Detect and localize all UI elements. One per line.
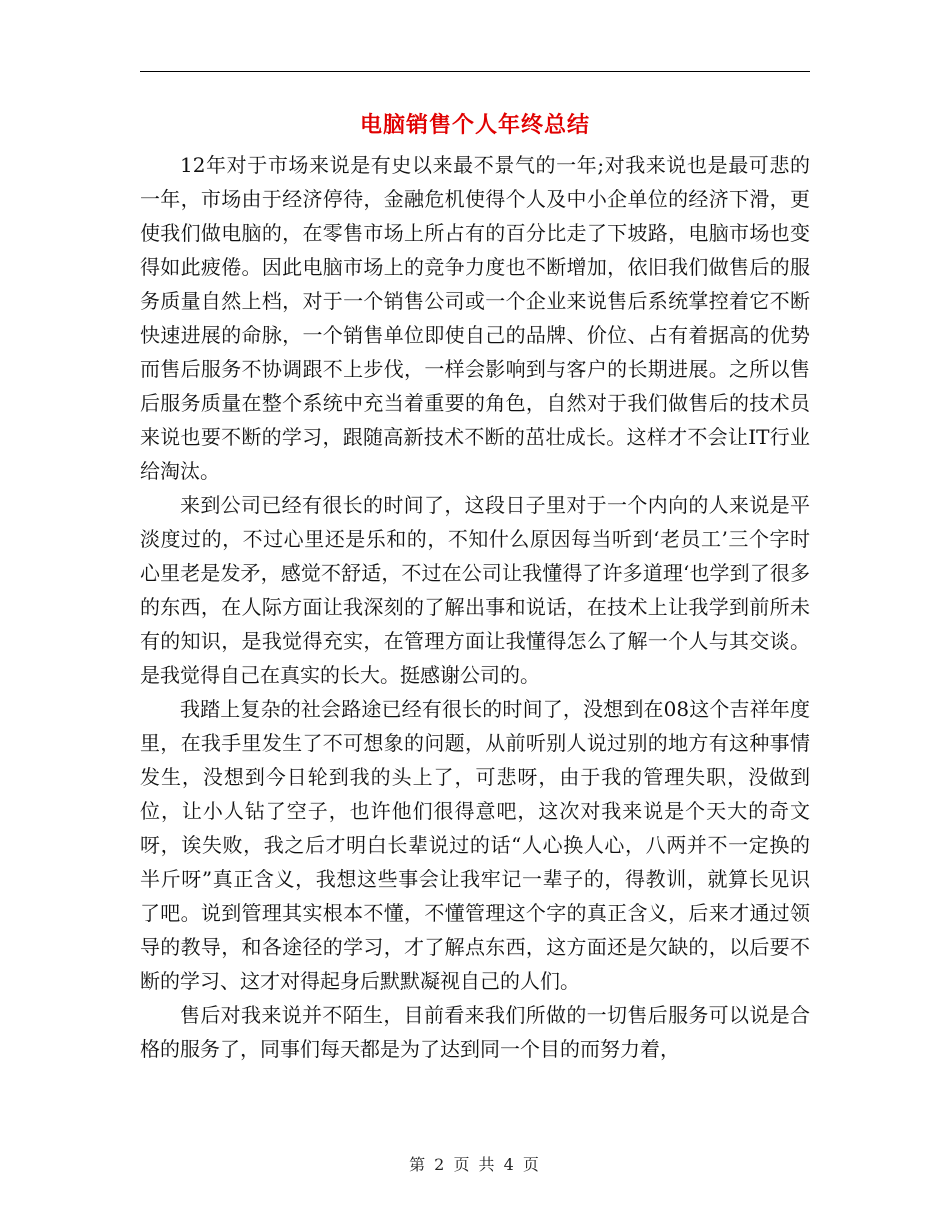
page-number-footer: 第 2 页 共 4 页 [409, 1155, 541, 1174]
paragraph-3: 我踏上复杂的社会路途已经有很长的时间了，没想到在08这个吉祥年度里，在我手里发生了不可想象的问题，从前听别人说过别的地方有这种事情发生，没想到今日轮到我的头上了，可悲呀，由于我的管理失职，没做到位，让小人钻了空子，也许他们很得意吧，这次对我来说是个天大的奇文呀，诶失败，我之后才明白长辈说过的话“人心换人心，八两并不一定换的半斤呀”真正含义，我想这些事会让我牢记一辈子的，得教训，就算长见识了吧。说到管理其实根本不懂，不懂管理这个字的真正含义，后来才通过领导的教导，和各途径的学习，才了解点东西，这方面还是欠缺的，以后要不断的学习、这才对得起身后默默凝视自己的人们。 [140, 697, 810, 993]
paragraph-2: 来到公司已经有很长的时间了，这段日子里对于一个内向的人来说是平淡度过的，不过心里还是乐和的，不知什么原因每当听到‘老员工’三个字时心里老是发矛，感觉不舒适，不过在公司让我懂得了许多道理‘也学到了很多的东西，在人际方面让我深刻的了解出事和说话，在技术上让我学到前所未有的知识，是我觉得充实，在管理方面让我懂得怎么了解一个人与其交谈。是我觉得自己在真实的长大。挺感谢公司的。 [140, 493, 810, 687]
document-title: 电脑销售个人年终总结 [359, 112, 590, 138]
paragraph-4: 售后对我来说并不陌生，目前看来我们所做的一切售后服务可以说是合格的服务了，同事们每天都是为了达到同一个目的而努力着， [140, 1003, 810, 1061]
document-body [140, 148, 810, 1066]
paragraph-1: 12年对于市场来说是有史以来最不景气的一年;对我来说也是最可悲的一年，市场由于经济停待，金融危机使得个人及中小企单位的经济下滑，更使我们做电脑的，在零售市场上所占有的百分比走了下坡路，电脑市场也变得如此疲倦。因此电脑市场上的竞争力度也不断增加，依旧我们做售后的服务质量自然上档，对于一个销售公司或一个企业来说售后系统掌控着它不断快速进展的命脉，一个销售单位即使自己的品牌、价位、占有着据高的优势而售后服务不协调跟不上步伐，一样会影响到与客户的长期进展。之所以售后服务质量在整个系统中充当着重要的角色，自然对于我们做售后的技术员来说也要不断的学习，跟随高新技术不断的茁壮成长。这样才不会让IT行业给淘汰。 [140, 153, 810, 483]
header-rule [140, 71, 810, 72]
